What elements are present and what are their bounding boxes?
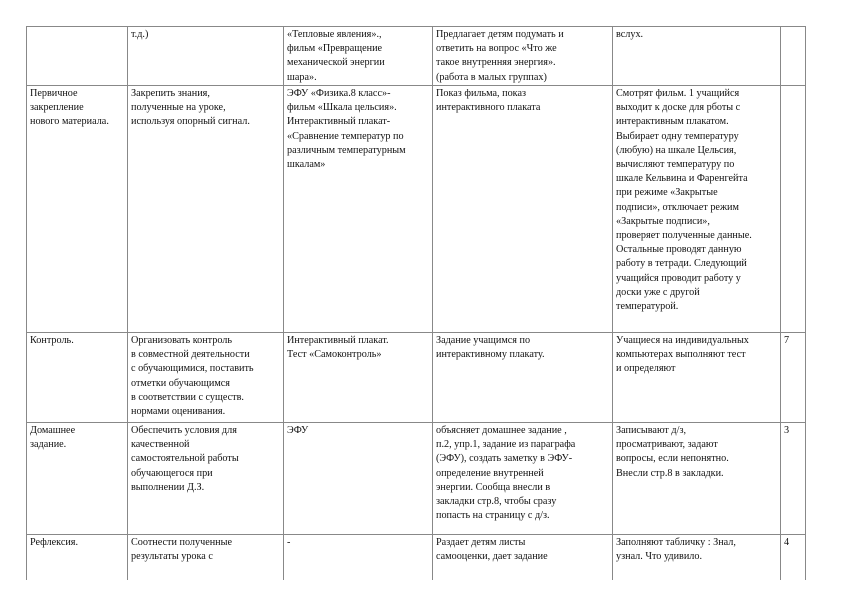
time-cell: 3 [781,423,806,535]
teacher-activity-cell: Задание учащимся по интерактивному плакату. [433,333,613,423]
student-activity-cell: Учащиеся на индивидуальных компьютерах выполняют тест и определяют [613,333,781,423]
table-row [27,423,806,535]
teacher-activity-cell: объясняет домашнее задание , п.2, упр.1, задание из параграфа (ЭФУ), создать заметку в ЭФУ- определение внутренней энергии. Сообща внесли в закладки стр.8, чтобы сразу попасть на страницу с д/з. [433,423,613,535]
table-row [27,535,806,581]
goal-cell: Обеспечить условия для качественной самостоятельной работы обучающегося при выполнении Д.З. [128,423,284,535]
resources-cell: Интерактивный плакат. Тест «Самоконтроль» [284,333,433,423]
stage-cell: Рефлексия. [27,535,128,581]
student-activity-cell: Смотрят фильм. 1 учащийся выходит к доске для рботы с интерактивным плакатом. Выбирает одну температуру (любую) на шкале Цельсия, вычисляют температуру по шкале Кельвина и Фаренгейта при режиме «Закрытые подписи», отключает режим «Закрытые подписи», проверяет полученные данные. Остальные проводят данную работу в тетради. Следующий учащийся проводит работу у доски уже с другой температурой. [613,86,781,333]
student-activity-cell: вслух. [613,27,781,86]
goal-cell: Организовать контроль в совместной деятельности с обучающимися, поставить отметки обучающимся в соответствии с существ. нормами оценивания. [128,333,284,423]
goal-cell: Закрепить знания, полученные на уроке, используя опорный сигнал. [128,86,284,333]
stage-cell: Домашнее задание. [27,423,128,535]
resources-cell: ЭФУ [284,423,433,535]
goal-cell: т.д.) [128,27,284,86]
time-cell: 7 [781,333,806,423]
resources-cell: ЭФУ «Физика.8 класс»- фильм «Шкала цельсия». Интерактивный плакат- «Сравнение температур по различным температурным шкалам» [284,86,433,333]
table-row [27,333,806,423]
lesson-plan-table [26,26,806,580]
stage-cell: Первичное закрепление нового материала. [27,86,128,333]
student-activity-cell: Заполняют табличку : Знал, узнал. Что удивило. [613,535,781,581]
stage-cell [27,27,128,86]
table-row [27,86,806,333]
teacher-activity-cell: Раздает детям листы самооценки, дает задание [433,535,613,581]
time-cell [781,27,806,86]
goal-cell: Соотнести полученные результаты урока с [128,535,284,581]
stage-cell: Контроль. [27,333,128,423]
teacher-activity-cell: Предлагает детям подумать и ответить на вопрос «Что же такое внутренняя энергия». (работа в малых группах) [433,27,613,86]
time-cell: 4 [781,535,806,581]
student-activity-cell: Записывают д/з, просматривают, задают вопросы, если непонятно. Внесли стр.8 в закладки. [613,423,781,535]
time-cell [781,86,806,333]
resources-cell: «Тепловые явления»., фильм «Превращение механической энергии шара». [284,27,433,86]
table-row [27,27,806,86]
teacher-activity-cell: Показ фильма, показ интерактивного плаката [433,86,613,333]
resources-cell: - [284,535,433,581]
